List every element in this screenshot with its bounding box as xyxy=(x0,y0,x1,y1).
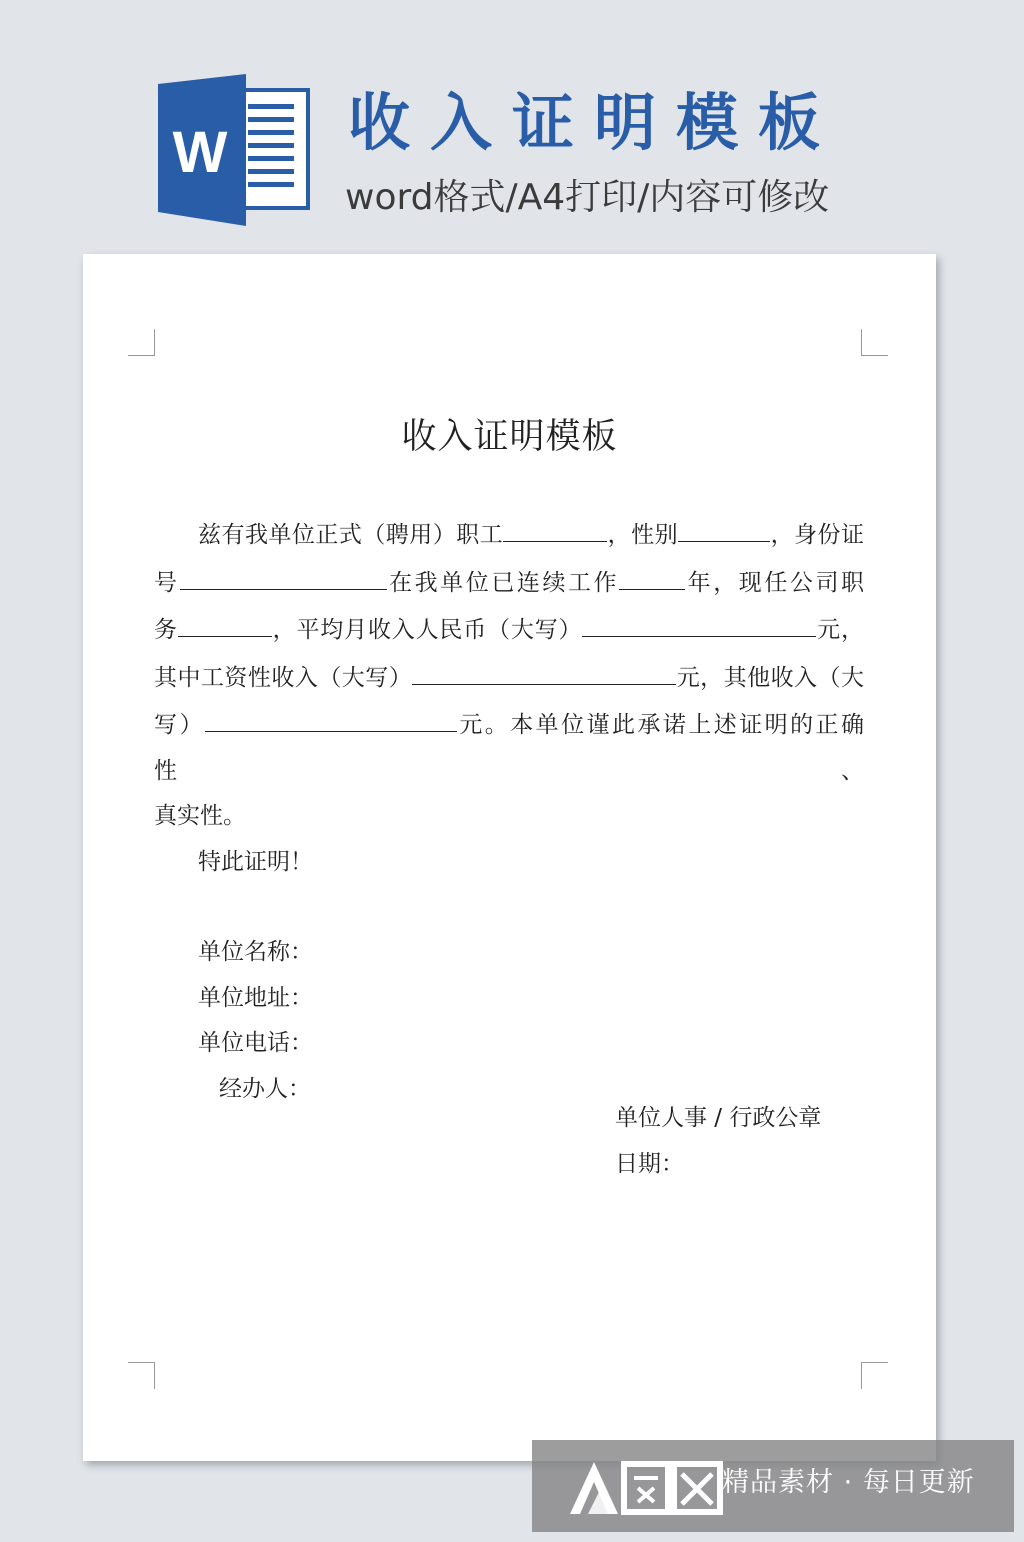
closing-text: 特此证明！ xyxy=(198,848,313,875)
text-commitment: 元。本单位谨此承诺上述证明的正确性、 xyxy=(154,712,865,784)
text-gender: ，性别 xyxy=(607,522,679,548)
watermark xyxy=(532,1440,1014,1532)
crop-mark-top-right xyxy=(861,329,888,356)
text-yuan-1: 元， xyxy=(816,617,865,643)
crop-mark-bottom-right xyxy=(861,1362,888,1389)
signature-block xyxy=(615,1096,821,1187)
header-title: 收入证明模板 xyxy=(348,86,841,159)
word-logo-letter: W xyxy=(172,120,228,185)
watermark-text: 精品素材 · 每日更新 xyxy=(722,1467,975,1498)
text-employee: 兹有我单位正式（聘用）职工 xyxy=(198,522,504,548)
text-other-income: 元，其他收入（大 xyxy=(676,664,865,691)
text-monthly-income: ，平均月收入人民币（大写） xyxy=(271,617,583,643)
paragraph-line-6: 真实性。 xyxy=(154,803,246,829)
blank-position[interactable] xyxy=(178,606,272,637)
paragraph-line-5 xyxy=(154,701,864,794)
text-id: ，身份证 xyxy=(770,522,865,548)
date-text: 日期： xyxy=(615,1150,684,1177)
blank-employee-name[interactable] xyxy=(503,511,607,542)
document-body xyxy=(154,511,864,1112)
watermark-logo xyxy=(568,1458,724,1516)
blank-monthly-income[interactable] xyxy=(582,606,816,637)
text-uppercase: 写） xyxy=(154,712,205,738)
text-tenure: 在我单位已连续工作 xyxy=(386,569,620,596)
field-handler: 经办人： xyxy=(219,1075,311,1102)
crop-mark-top-left xyxy=(128,329,155,356)
unit-info xyxy=(154,930,864,1112)
header-subtitle: word格式/A4打印/内容可修改 xyxy=(345,177,830,218)
paragraph-line-4 xyxy=(154,654,864,702)
blank-id-number[interactable] xyxy=(180,559,387,590)
text-number: 号 xyxy=(154,569,180,596)
word-icon xyxy=(158,74,310,226)
document-title: 收入证明模板 xyxy=(401,417,618,457)
field-unit-phone: 单位电话： xyxy=(198,1030,313,1056)
document-page xyxy=(83,254,936,1461)
paragraph-line-1 xyxy=(154,511,864,559)
text-salary-income: 其中工资性收入（大写） xyxy=(154,664,413,691)
blank-other-income[interactable] xyxy=(205,701,457,732)
blank-years[interactable] xyxy=(619,559,685,590)
seal-text: 单位人事 / 行政公章 xyxy=(615,1105,822,1131)
field-unit-address: 单位地址： xyxy=(198,984,313,1011)
field-unit-name: 单位名称： xyxy=(198,939,313,965)
blank-salary-income[interactable] xyxy=(412,654,676,685)
blank-gender[interactable] xyxy=(678,511,770,542)
paragraph-line-2 xyxy=(154,559,864,607)
text-position: 年，现任公司职 xyxy=(685,569,865,596)
text-duty: 务 xyxy=(154,617,178,643)
paragraph-line-3 xyxy=(154,606,864,654)
crop-mark-bottom-left xyxy=(128,1362,155,1389)
